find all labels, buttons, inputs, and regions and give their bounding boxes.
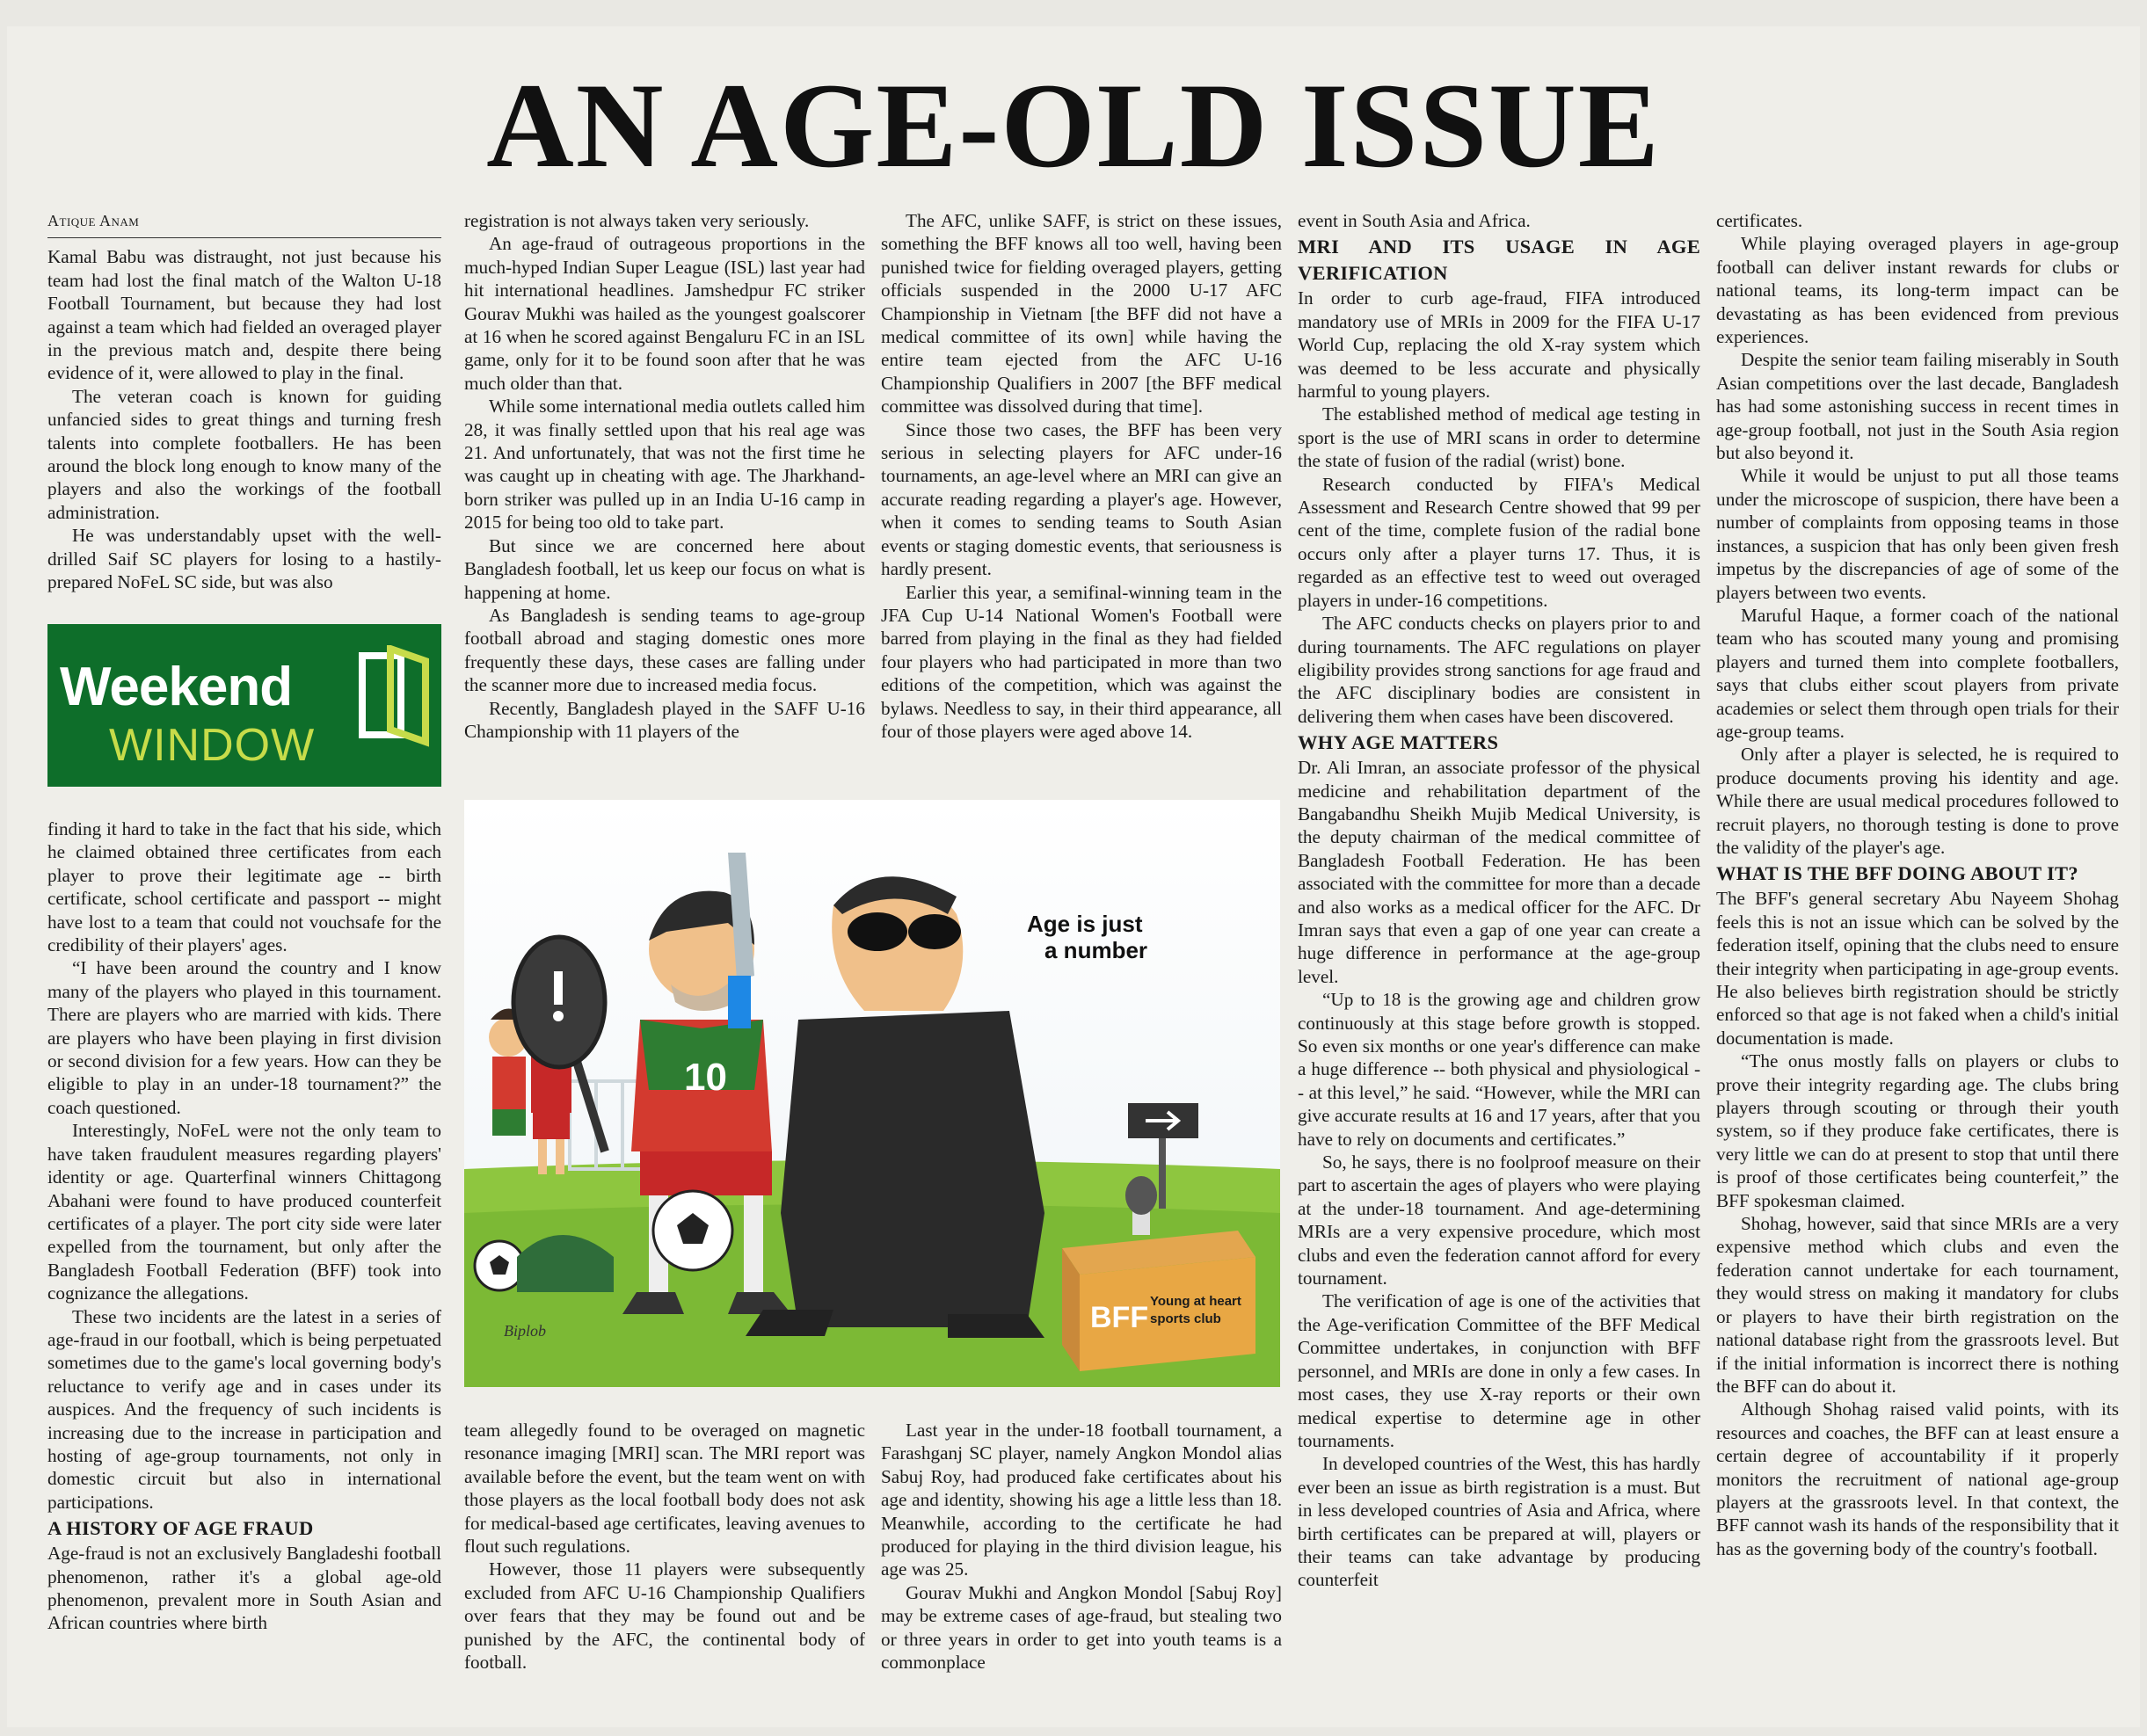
- newspaper-page: [7, 26, 2140, 1727]
- paragraph: However, those 11 players were subsequently excluded from AFC U-16 Championship Qualifiers over fears that they may be found out and be punished by the AFC, the continental body of football.: [464, 1558, 865, 1674]
- paragraph: “The onus mostly falls on players or clubs to prove their integrity regarding age. The clubs bring players through scouting or through their youth system, so if they produce fake certificates, there is very little we can do at present to stop that until there is proof of those certificates being counterfeit,” the BFF spokesman claimed.: [1716, 1050, 2119, 1211]
- paragraph: These two incidents are the latest in a series of age-fraud in our football, which is being perpetuated sometimes due to the game's local governing body's reluctance to verify age and in cases under its auspices. And the frequency of such incidents is increasing due to the increase in participation and hosting of age-group tournaments, not only in domestic circuit but also in international participations.: [47, 1305, 441, 1513]
- column-3-bottom: [881, 1419, 1282, 1723]
- paragraph: “I have been around the country and I know many of the players who played in this tournament. There are players who are married with kids. There are players who have been playing in first division or second division for a few years. How can they be eligible to play in an under-18 tournament?” the coach questioned.: [47, 957, 441, 1118]
- column-2-top: [464, 209, 865, 800]
- artist-signature: Biplob: [504, 1322, 546, 1340]
- paragraph: In order to curb age-fraud, FIFA introduced mandatory use of MRIs in 2009 for the FIFA U-17 World Cup, replacing the old X-ray system which was deemed to be less accurate and physically harmful to young players.: [1298, 287, 1700, 403]
- section-heading: A HISTORY OF AGE FRAUD: [47, 1517, 314, 1540]
- window-icon: [359, 645, 429, 751]
- paragraph: Shohag, however, said that since MRIs are a very expensive method which clubs and even the federation cannot undertake for each tournament, they would stress on making it mandatory for clubs or players to have their birth registration on the national database right from the grassroots level. But if the initial information is incorrect there is nothing the BFF can do about it.: [1716, 1213, 2119, 1397]
- club-label: Young at heart sports club: [1150, 1294, 1241, 1326]
- paragraph: finding it hard to take in the fact that his side, which he claimed obtained three certificates from each player to prove their legitimate age -- birth certificate, school certificate and passport -- might have lost to a team that could not vouchsafe for the credibility of their players' ages.: [47, 818, 441, 956]
- paragraph: The BFF's general secretary Abu Nayeem Shohag feels this is not an issue which can be solved by the federation itself, opining that the clubs need to ensure their integrity when participating in age-group events. He also believes birth registration should be strictly enforced so that age is not faked when a child's initial documentation is made.: [1716, 888, 2119, 1049]
- paragraph: “Up to 18 is the growing age and children grow continuously at this stage before growth is stopped. So even six months or one year's difference can make a huge difference -- both physical and physiological -- at this level,” he said. “However, while the MRI can give accurate results at 16 and 17 years, after that you have to rely on documents and certificates.”: [1298, 989, 1700, 1150]
- paragraph: event in South Asia and Africa.: [1298, 210, 1531, 231]
- paragraph: An age-fraud of outrageous proportions in the much-hyped Indian Super League (ISL) last year had hit international headlines. Jamshedpur FC striker Gourav Mukhi was hailed as the youngest goalscorer at 16 when he scored against Bengaluru FC in an ISL game, only for it to be found soon after that he was much older than that.: [464, 233, 865, 394]
- paragraph: So, he says, there is no foolproof measure on their part to ascertain the ages of players who were playing at the under-18 tournament. And age-determining MRIs are a very expensive procedure, which most clubs and even the federation cannot afford for every tournament.: [1298, 1151, 1700, 1289]
- paragraph: Kamal Babu was distraught, not just because his team had lost the final match of the Walton U-18 Football Tournament, but because they had lost against a team which had fielded an overaged player in the previous match and, despite there being evidence of it, were allowed to play in the final.: [47, 246, 441, 384]
- paragraph: While some international media outlets called him 28, it was finally settled upon that his real age was 21. And unfortunately, that was not the first time he was caught up in cheating with age. The Jharkhand-born striker was pulled up in an India U-16 camp in 2015 for being too old to take part.: [464, 396, 865, 534]
- paragraph: He was understandably upset with the well-drilled Saif SC players for losing to a hastily-prepared NoFeL SC side, but was also: [47, 525, 441, 593]
- paragraph: Earlier this year, a semifinal-winning team in the JFA Cup U-14 National Women's Football were barred from playing in the final as they had fielded four players who had participated in more than two editions of the competition, which was against the bylaws. Needless to say, in their third appearance, all four of those players were aged above 14.: [881, 581, 1282, 742]
- paragraph: As Bangladesh is sending teams to age-group football abroad and staging domestic ones more frequently these days, these cases are falling under the scanner more due to increased media focus.: [464, 604, 865, 696]
- paragraph: Despite the senior team failing miserably in South Asian competitions over the last decade, Bangladesh has had some astonishing success in recent times in age-group football, not just in the South Asia region but also beyond it.: [1716, 349, 2119, 464]
- paragraph: In developed countries of the West, this has hardly ever been an issue as birth registration is a must. But in less developed countries of Asia and Africa, where birth certificates can be prepared at will, players or their teams can take advantage by producing counterfeit: [1298, 1453, 1700, 1591]
- paragraph: The verification of age is one of the activities that the Age-verification Committee of the BFF Medical Committee undertakes, in conjunction with BFF personnel, and MRIs are done in only a few cases. In most cases, they use X-ray reports or their own medical expertise to determine age in other tournaments.: [1298, 1290, 1700, 1451]
- section-heading: MRI AND ITS USAGE IN AGE VERIFICATION: [1298, 236, 1700, 285]
- paragraph: The established method of medical age testing in sport is the use of MRI scans in order to determine the state of fusion of the radial (wrist) bone.: [1298, 403, 1700, 472]
- column-3-top: [881, 209, 1282, 800]
- paragraph: While it would be unjust to put all those teams under the microscope of suspicion, there have been a number of complaints from opposing teams in those instances, a suspicion that has only been given fresh impetus by the discrepancies of age of some of the players between two events.: [1716, 465, 2119, 603]
- column-1-top: [47, 209, 441, 614]
- paragraph: team allegedly found to be overaged on magnetic resonance imaging [MRI] scan. The MRI report was available before the event, but the team went on with those players as the local football body does not ask for medical-based age certificates, leaving avenues to flout such regulations.: [464, 1420, 865, 1558]
- paragraph: registration is not always taken very seriously.: [464, 210, 810, 231]
- byline: Atique Anam: [47, 209, 441, 238]
- paragraph: Only after a player is selected, he is required to produce documents proving his identity and age. While there are usual medical procedures followed to recruit players, no thorough testing is done to prove the validity of the player's age.: [1716, 744, 2119, 858]
- paragraph: Recently, Bangladesh played in the SAFF U-16 Championship with 11 players of the: [464, 697, 865, 742]
- speech-bubble: Age is just a number: [1027, 911, 1148, 963]
- logo-line-1: Weekend: [60, 657, 293, 717]
- section-heading: WHAT IS THE BFF DOING ABOUT IT?: [1716, 862, 2078, 885]
- logo-line-2: WINDOW: [109, 720, 316, 771]
- cartoon-illustration: [464, 800, 1280, 1387]
- section-heading: WHY AGE MATTERS: [1298, 731, 1499, 754]
- jersey-number: 10: [684, 1056, 727, 1099]
- bff-label: BFF: [1090, 1301, 1149, 1334]
- column-1-bottom: [47, 817, 441, 1723]
- paragraph: Age-fraud is not an exclusively Bangladeshi football phenomenon, rather it's a global age-old phenomenon, prevalent more in South Asian and African countries where birth: [47, 1543, 441, 1634]
- paragraph: Since those two cases, the BFF has been very serious in selecting players for AFC under-16 tournaments, an age-level where an MRI can give an accurate reading regarding a player's age. However, when it comes to sending teams to South Asian events or staging domestic events, that seriousness is hardly present.: [881, 418, 1282, 580]
- paragraph: While playing overaged players in age-group football can deliver instant rewards for clubs or national teams, its long-term impact can be devastating as has been evidenced from previous experiences.: [1716, 233, 2119, 348]
- paragraph: The AFC, unlike SAFF, is strict on these issues, something the BFF knows all too well, having been punished twice for fielding overaged players, getting officials suspended in the 2000 U-17 AFC Championship in Vietnam [the BFF did not have a medical committee of its own] while having the entire team ejected from the AFC U-16 Championship Qualifiers in 2007 [the BFF medical committee was dissolved during that time].: [881, 210, 1282, 418]
- weekend-window-logo: [47, 624, 441, 787]
- bff-box: [1062, 1231, 1255, 1371]
- column-5: [1716, 209, 2119, 1723]
- paragraph: The veteran coach is known for guiding unfancied sides to great things and turning fresh talents into complete footballers. He has been around the block long enough to know many of the players and also the workings of the football administration.: [47, 385, 441, 523]
- paragraph: Interestingly, NoFeL were not the only team to have taken fraudulent measures regarding players' identity or age. Quarterfinal winners Chittagong Abahani were found to have produced counterfeit certificates of a player. The port city side were later expelled from the tournament, but only after the Bangladesh Football Federation (BFF) took into cognizance the allegations.: [47, 1120, 441, 1304]
- paragraph: Dr. Ali Imran, an associate professor of the physical medicine and rehabilitation department of the Bangabandhu Sheikh Mujib Medical University, is the deputy chairman of the medical committee of Bangladesh Football Federation. He has been associated with the committee for more than a decade and also works as a medical officer for the AFC. Dr Imran says that even a gap of one year can create a huge difference in performance at the age-group level.: [1298, 757, 1700, 987]
- paragraph: Although Shohag raised valid points, with its resources and coaches, the BFF can at least ensure a certain degree of accountability if it properly monitors the recruitment of national age-group players at the grassroots level. In that context, the BFF cannot wash its hands of the responsibility that it has as the governing body of the country's football.: [1716, 1398, 2119, 1559]
- paragraph: The AFC conducts checks on players prior to and during tournaments. The AFC regulations on player eligibility provides strong sanctions for age fraud and the AFC disciplinary bodies are consistent in delivering them when cases have been discovered.: [1298, 613, 1700, 727]
- headline: AN AGE-OLD ISSUE: [486, 58, 1661, 192]
- paragraph: Last year in the under-18 football tournament, a Farashganj SC player, namely Angkon Mondol alias Sabuj Roy, had produced fake certificates about his age and identity, showing his age a little less than 18. Meanwhile, according to the certificate he had produced for playing in the third division league, his age was 25.: [881, 1420, 1282, 1580]
- cartoon-art: [464, 800, 1280, 1387]
- paragraph: Gourav Mukhi and Angkon Mondol [Sabuj Roy] may be extreme cases of age-fraud, but stealing two or three years in order to get into youth teams is a commonplace: [881, 1581, 1282, 1674]
- column-2-bottom: [464, 1419, 865, 1723]
- paragraph: Research conducted by FIFA's Medical Assessment and Research Centre showed that 99 per cent of the time, complete fusion of the radial bone occurs only after a player turns 17. Thus, it is regarded as an effective test to weed out overaged players in under-16 competitions.: [1298, 473, 1700, 611]
- paragraph: But since we are concerned here about Bangladesh football, let us keep our focus on what is happening at home.: [464, 534, 865, 603]
- paragraph: certificates.: [1716, 210, 1803, 231]
- column-4: [1298, 209, 1700, 1723]
- paragraph: Maruful Haque, a former coach of the national team who has scouted many young and promising players and turned them into complete footballers, says that clubs either scout players from private academies or select them through open trials for their age-group teams.: [1716, 604, 2119, 742]
